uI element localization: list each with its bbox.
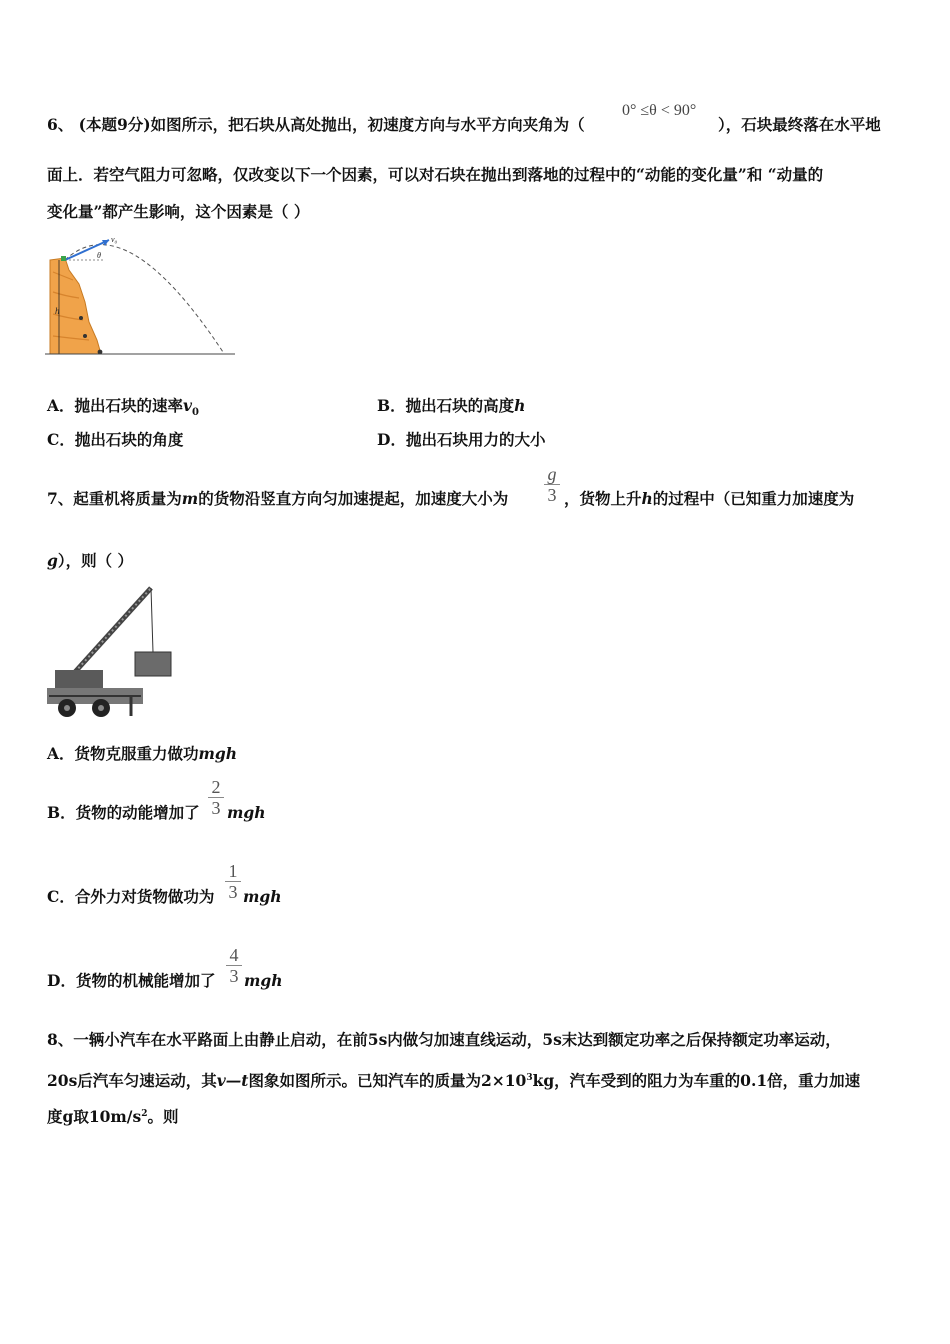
q6-line2: 面上．若空气阻力可忽略，仅改变以下一个因素，可以对石块在抛出到落地的过程中的“动能的变化量”和 “动量的 [47,165,824,184]
q8-vt-label: v—t [216,1071,249,1091]
projectile-cliff-figure [45,232,240,360]
fraction-numerator: 1 [228,861,238,881]
q7-line2-post: ），则（ ） [57,551,133,570]
q6-option-a-var: v [183,396,193,415]
q7-var-g: g [47,551,58,570]
q7-accel-fraction [544,465,560,504]
fraction-numerator: g [547,464,557,484]
q6-option-b-text: B．抛出石块的高度 [377,396,515,415]
q7-option-c-fraction [225,862,241,901]
q7-line1a [47,489,508,509]
q8-line3 [47,1104,178,1127]
q7-option-a [47,744,237,764]
q8-exponent-2: 2 [141,1109,148,1119]
fraction-denominator: 3 [228,882,238,902]
q6-line1 [47,115,585,135]
q7-option-b-fraction [208,778,224,817]
v0-label: v₀ [111,235,118,244]
q8-line2-pre: 20s后汽车匀速运动，其 [47,1071,217,1091]
fraction-denominator: 3 [547,485,557,505]
q8-exponent-3: 3 [526,1073,533,1083]
q7-line1-mid2: ，货物上升 [564,489,642,508]
q8-line2-mid: 图象如图所示。已知汽车的质量为2×10 [248,1071,527,1091]
theta-label: θ [97,251,101,260]
q8-line1: 8、一辆小汽车在水平路面上由静止启动，在前5s内做匀加速直线运动，5s末达到额定功率之后保持额定功率运动， [47,1030,841,1049]
q7-line1b [564,489,854,509]
q8-line3-post: 。则 [147,1107,179,1127]
q8-line2 [47,1068,860,1091]
q6-line3: 变化量”都产生影响，这个因素是（ ） [47,202,310,221]
q6-option-a-text: A．抛出石块的速率 [47,396,184,415]
crane-figure [45,580,175,722]
q6-option-c: C．抛出石块的角度 [47,430,184,449]
q6-option-a-sub: 0 [192,407,200,419]
q7-var-h: h [641,489,653,508]
height-label: h [55,306,60,316]
q6-angle-formula: 0° ≤θ < 90° [622,102,697,119]
fraction-denominator: 3 [229,966,239,986]
q7-option-d: D．货物的机械能增加了 [47,971,216,990]
q7-option-d-expr: mgh [244,971,283,990]
fraction-numerator: 4 [229,945,239,965]
cargo-block [135,652,171,676]
q6-line1-pre: 6、 (本题9分)如图所示，把石块从高处抛出，初速度方向与水平方向夹角为（ [47,115,585,134]
q6-option-a [47,396,199,423]
q7-var-m: m [181,489,199,508]
wheel-hub [98,705,104,711]
q8-line2-post: kg，汽车受到的阻力为车重的0.1倍，重力加速 [532,1071,861,1091]
fraction-numerator: 2 [211,777,221,797]
q7-option-a-text: A．货物克服重力做功 [47,744,199,763]
crane-cable [151,588,153,652]
rock-dot [83,334,87,338]
q7-option-b: B．货物的动能增加了 [47,803,200,822]
q7-option-c: C．合外力对货物做功为 [47,887,215,906]
q6-option-d: D．抛出石块用力的大小 [377,430,546,449]
q6-option-b [377,396,525,416]
q6-option-b-var: h [514,396,526,415]
fraction-denominator: 3 [211,798,221,818]
q7-option-b-expr: mgh [227,803,266,822]
q7-line1-pre: 7、起重机将质量为 [47,489,182,508]
wheel-hub [64,705,70,711]
q7-option-d-fraction [226,946,242,985]
q6-line1-post: ），石块最终落在水平地 [718,115,881,134]
velocity-arrow [65,240,109,260]
q7-line2 [47,551,133,571]
q8-line3-pre: 度g取10m/s [47,1107,142,1127]
q7-line1-post: 的过程中（已知重力加速度为 [652,489,855,508]
q7-option-a-expr: mgh [198,744,238,763]
rock-dot [79,316,83,320]
q7-option-c-expr: mgh [243,887,282,906]
q7-line1-mid: 的货物沿竖直方向匀加速提起，加速度大小为 [198,489,509,508]
stone [61,256,66,261]
